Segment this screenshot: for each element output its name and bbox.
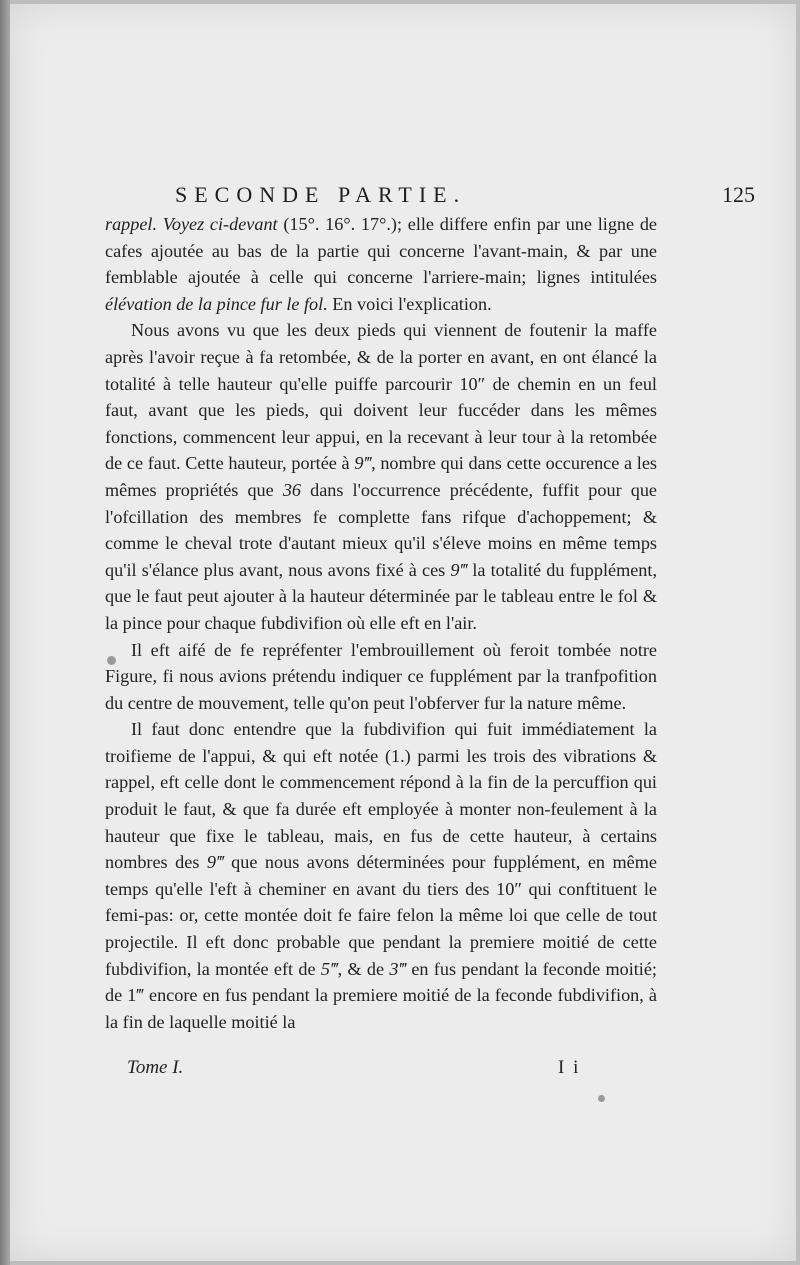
italic-text: 3‴ xyxy=(389,958,407,979)
body-text xyxy=(105,211,657,1035)
ink-spot xyxy=(107,656,116,665)
italic-text: 5‴ xyxy=(320,958,338,979)
book-page xyxy=(10,4,796,1261)
text-run: la totalité du fupplément, que le faut peut ajouter à la hauteur déterminée par le tableau entre le fol & la pince pour chaque fubdivifion où elle eft en l'air. xyxy=(105,559,657,633)
text-run: , nombre qui dans cette occurence a les mêmes propriétés que xyxy=(105,453,658,500)
italic-text: élévation de la pince fur le fol. xyxy=(105,293,328,314)
ink-spot xyxy=(598,1095,605,1102)
paragraph xyxy=(105,317,657,636)
text-run: en fus pendant la feconde moitié; de 1‴ encore en fus pendant la premiere moitié de la feconde fubdivifion, à la fin de laquelle moitié la xyxy=(105,958,657,1032)
scan-edge xyxy=(0,0,10,1265)
paragraph xyxy=(105,716,657,1035)
running-head: SECONDE PARTIE. xyxy=(175,182,467,207)
page-header xyxy=(10,182,796,212)
italic-text: 9‴ xyxy=(450,559,468,580)
text-run: (15°. 16°. 17°.); elle differe enfin par une ligne de cafes ajoutée au bas de la partie qui concerne l'avant-main, & par une femblable ajoutée à celle qui concerne l'arriere-main; lignes intitulées xyxy=(105,214,657,288)
text-run: Il eft aifé de fe repréfenter l'embrouillement où feroit tombée notre Figure, fi nous avions prétendu indiquer ce fupplément par la tranfpofition du centre de mouvement, telle qu'on peut l'obferver fur la nature même. xyxy=(105,639,657,713)
text-run: , & de xyxy=(337,958,390,979)
page-number: 125 xyxy=(722,182,755,207)
text-run: Il faut donc entendre que la fubdivifion qui fuit immédiatement la troifieme de l'appui, & qui eft notée (1.) parmi les trois des vibrations & rappel, eft celle dont le commencement répond à la fin de la percuffion qui produit le faut, & que fa durée eft employée à monter non-feulement à la hauteur que fixe le tableau, mais, en fus de cette hauteur, à certains nombres des xyxy=(105,719,657,873)
paragraph xyxy=(105,211,657,317)
signature-mark: I i xyxy=(558,1057,581,1078)
italic-text: 9‴ xyxy=(354,453,372,474)
volume-label: Tome I. xyxy=(127,1057,184,1078)
text-run: dans l'occurrence précédente, fuffit pour que l'ofcillation des membres fe complette fans rifque d'achoppement; & comme le cheval trote d'autant mieux qu'il s'éleve moins en même temps qu'il s'élance plus avant, nous avons fixé à ces xyxy=(105,479,657,580)
page-footer xyxy=(10,1057,796,1083)
italic-text: 9‴ xyxy=(206,852,224,873)
text-run: Nous avons vu que les deux pieds qui viennent de foutenir la maffe après l'avoir reçue à fa retombée, & de la porter en avant, en ont élancé la totalité à telle hauteur qu'elle puiffe parcourir 10″ de chemin en un feul faut, avant que les pieds, qui doivent leur fuccéder dans les mêmes fonctions, commencent leur appui, en la recevant à leur tour à la retombée de ce faut. Cette hauteur, portée à xyxy=(105,320,657,474)
italic-text: rappel. Voyez ci-devant xyxy=(105,214,278,234)
paragraph xyxy=(105,637,657,717)
text-run: que nous avons déterminées pour fupplément, en même temps qu'elle l'eft à cheminer en avant du tiers des 10″ qui conftituent le femi-pas: or, cette montée doit fe faire felon la même loi que celle de tout projectile. Il eft donc probable que pendant la premiere moitié de cette fubdivifion, la montée eft de xyxy=(105,852,657,979)
text-run: En voici l'explication. xyxy=(327,293,492,314)
italic-text: 36 xyxy=(282,479,301,500)
